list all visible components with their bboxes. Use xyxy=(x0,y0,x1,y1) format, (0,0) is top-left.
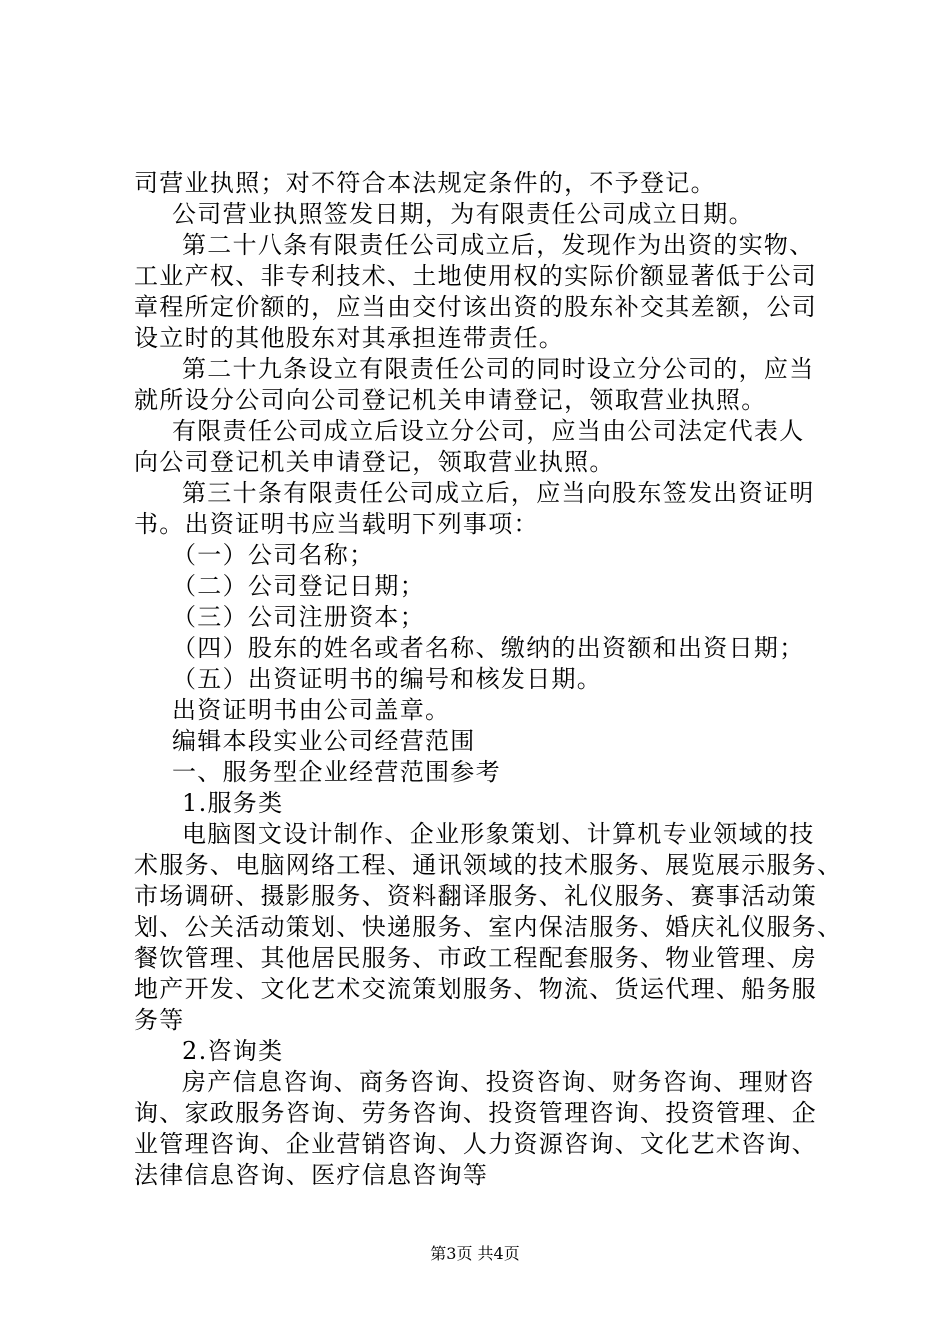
section-heading: 编辑本段实业公司经营范围 xyxy=(172,727,476,755)
text-line: 电脑图文设计制作、企业形象策划、计算机专业领域的技 xyxy=(182,820,815,848)
text-line: 地产开发、文化艺术交流策划服务、物流、货运代理、船务服 xyxy=(134,975,818,1003)
text-line: 术服务、电脑网络工程、通讯领域的技术服务、展览展示服务、 xyxy=(134,851,843,879)
text-line: 务等 xyxy=(134,1006,185,1034)
text-line: 法律信息咨询、医疗信息咨询等 xyxy=(134,1161,489,1189)
text-line: 出资证明书由公司盖章。 xyxy=(172,696,451,724)
text-line: 房产信息咨询、商务咨询、投资咨询、财务咨询、理财咨 xyxy=(182,1068,815,1096)
list-item: （五）出资证明书的编号和核发日期。 xyxy=(172,665,603,693)
document-body xyxy=(134,168,843,1191)
text-line: 业管理咨询、企业营销咨询、人力资源咨询、文化艺术咨询、 xyxy=(134,1130,818,1158)
list-item: （四）股东的姓名或者名称、缴纳的出资额和出资日期； xyxy=(172,634,805,662)
section-heading: 一、服务型企业经营范围参考 xyxy=(172,758,501,786)
text-line: 向公司登记机关申请登记，领取营业执照。 xyxy=(134,448,615,476)
text-line: 就所设分公司向公司登记机关申请登记，领取营业执照。 xyxy=(134,386,767,414)
text-line: 有限责任公司成立后设立分公司，应当由公司法定代表人 xyxy=(172,417,805,445)
list-item: （二）公司登记日期； xyxy=(172,572,425,600)
text-line: 询、家政服务咨询、劳务咨询、投资管理咨询、投资管理、企 xyxy=(134,1099,818,1127)
text-line: 第二十八条有限责任公司成立后，发现作为出资的实物、 xyxy=(182,231,815,259)
text-line: 第二十九条设立有限责任公司的同时设立分公司的，应当 xyxy=(182,355,815,383)
page-number: 第3页 共4页 xyxy=(430,1244,520,1263)
text-line: 划、公关活动策划、快递服务、室内保洁服务、婚庆礼仪服务、 xyxy=(134,913,843,941)
text-line: 章程所定价额的，应当由交付该出资的股东补交其差额，公司 xyxy=(134,293,818,321)
text-line: 餐饮管理、其他居民服务、市政工程配套服务、物业管理、房 xyxy=(134,944,818,972)
subsection-heading: 1.服务类 xyxy=(182,789,284,817)
text-line: 工业产权、非专利技术、土地使用权的实际价额显著低于公司 xyxy=(134,262,818,290)
text-line: 书。出资证明书应当载明下列事项： xyxy=(134,510,539,538)
list-item: （一）公司名称； xyxy=(172,541,375,569)
text-line: 公司营业执照签发日期，为有限责任公司成立日期。 xyxy=(172,200,754,228)
subsection-heading: 2.咨询类 xyxy=(182,1037,284,1065)
page-footer xyxy=(0,1243,950,1265)
text-line: 设立时的其他股东对其承担连带责任。 xyxy=(134,324,565,352)
text-line: 市场调研、摄影服务、资料翻译服务、礼仪服务、赛事活动策 xyxy=(134,882,818,910)
list-item: （三）公司注册资本； xyxy=(172,603,425,631)
text-line: 司营业执照；对不符合本法规定条件的，不予登记。 xyxy=(134,169,716,197)
text-line: 第三十条有限责任公司成立后，应当向股东签发出资证明 xyxy=(182,479,815,507)
